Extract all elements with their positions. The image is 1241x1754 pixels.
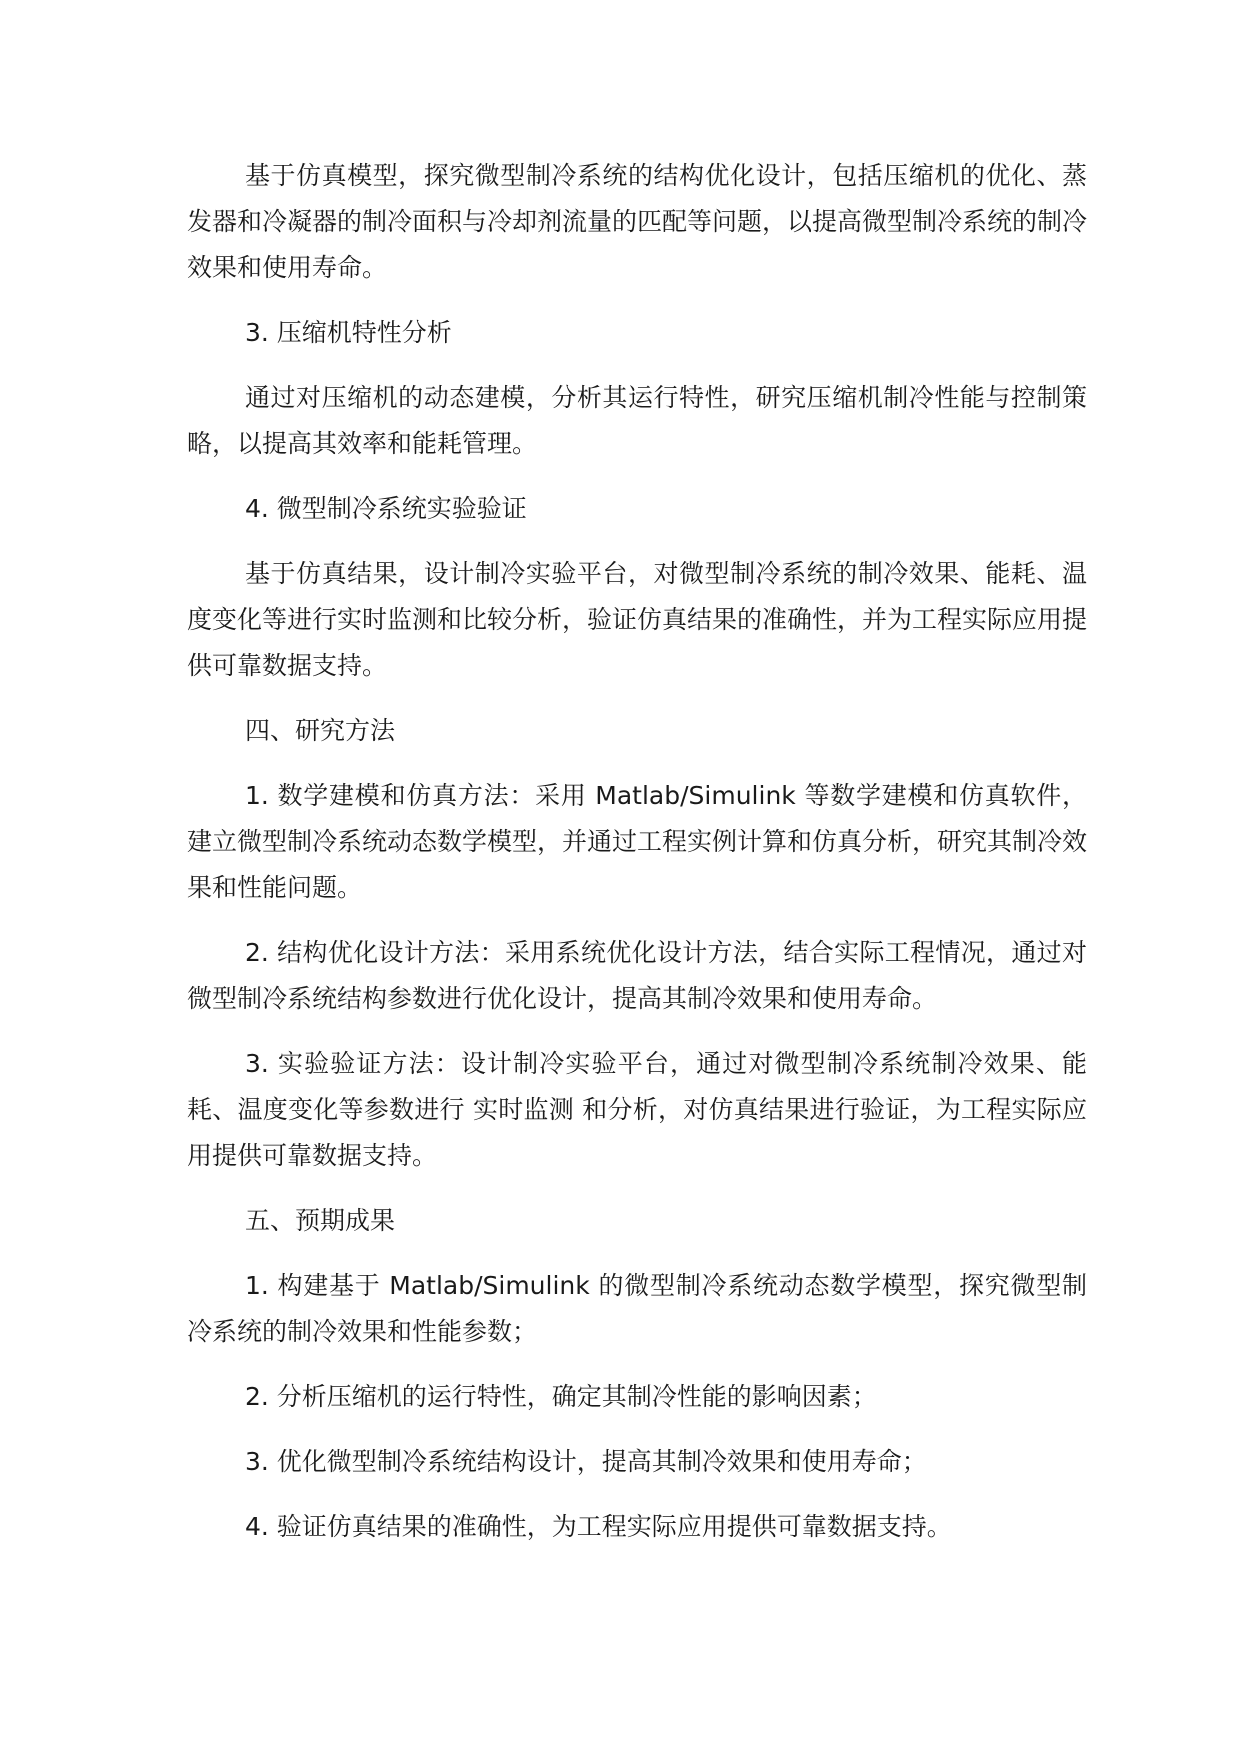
paragraph-result-3: 3. 优化微型制冷系统结构设计，提高其制冷效果和使用寿命； [245, 1447, 927, 1476]
paragraph-method-experiment: 3. 实验验证方法：设计制冷实验平台，通过对微型制冷系统制冷效果、能耗、温度变化等参数进行 实时监测 和分析，对仿真结果进行验证，为工程实际应用提供可靠数据支持。 [187, 1049, 1087, 1170]
heading-compressor-analysis: 3. 压缩机特性分析 [245, 318, 452, 347]
heading-expected-results: 五、预期成果 [245, 1206, 396, 1235]
paragraph-compressor-analysis: 通过对压缩机的动态建模，分析其运行特性，研究压缩机制冷性能与控制策略，以提高其效率和能耗管理。 [187, 383, 1087, 458]
document-body [187, 153, 1087, 1569]
paragraph-result-4: 4. 验证仿真结果的准确性，为工程实际应用提供可靠数据支持。 [245, 1512, 952, 1541]
paragraph-method-optimization: 2. 结构优化设计方法：采用系统优化设计方法，结合实际工程情况，通过对微型制冷系统结构参数进行优化设计，提高其制冷效果和使用寿命。 [187, 938, 1087, 1013]
paragraph-structure-optimization: 基于仿真模型，探究微型制冷系统的结构优化设计，包括压缩机的优化、蒸发器和冷凝器的制冷面积与冷却剂流量的匹配等问题，以提高微型制冷系统的制冷效果和使用寿命。 [187, 161, 1088, 282]
paragraph-experimental-validation: 基于仿真结果，设计制冷实验平台，对微型制冷系统的制冷效果、能耗、温度变化等进行实时监测和比较分析，验证仿真结果的准确性，并为工程实际应用提供可靠数据支持。 [187, 559, 1088, 680]
heading-research-methods: 四、研究方法 [245, 716, 396, 745]
heading-experimental-validation: 4. 微型制冷系统实验验证 [245, 494, 527, 523]
paragraph-method-modeling: 1. 数学建模和仿真方法：采用 Matlab/Simulink 等数学建模和仿真软件，建立微型制冷系统动态数学模型，并通过工程实例计算和仿真分析，研究其制冷效果和性能问题。 [187, 781, 1088, 902]
paragraph-result-1: 1. 构建基于 Matlab/Simulink 的微型制冷系统动态数学模型，探究微型制冷系统的制冷效果和性能参数； [187, 1271, 1087, 1346]
paragraph-result-2: 2. 分析压缩机的运行特性，确定其制冷性能的影响因素； [245, 1382, 877, 1411]
